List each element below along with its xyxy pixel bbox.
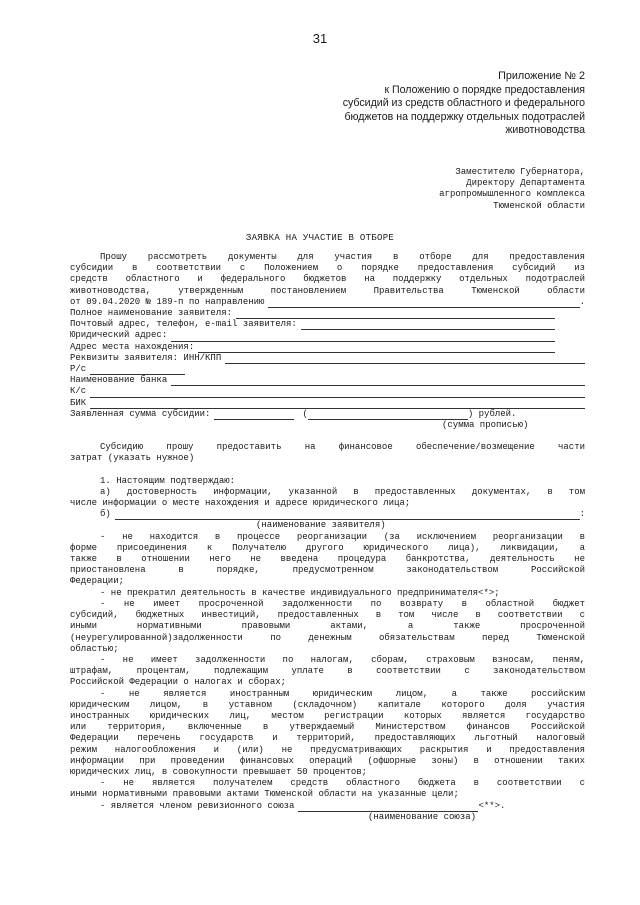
field-label: Адрес места нахождения:	[70, 341, 195, 352]
addressee-block	[325, 167, 585, 212]
corr-account-field[interactable]	[90, 389, 585, 398]
field-label: Р/с	[70, 364, 87, 375]
condition-line: субсидий, бюджетных инвестиций, предоставленных в том числе в соответствии с	[70, 610, 585, 621]
location-field[interactable]	[198, 344, 555, 353]
confirm-a-line: а) достоверность информации, указанной в предоставленных документах, в том	[100, 486, 585, 497]
inn-kpp-field[interactable]	[225, 355, 585, 364]
union-name-field[interactable]	[298, 803, 478, 812]
condition-line: - не находится в процессе реорганизации (за исключением реорганизации в	[100, 531, 585, 542]
field-label: Заявленная сумма субсидии:	[70, 408, 211, 419]
condition-line: - не прекратил деятельность в качестве индивидуального предпринимателя<*>;	[100, 587, 500, 598]
field-label: К/с	[70, 386, 87, 397]
direction-field[interactable]	[268, 299, 579, 308]
field-label: Юридический адрес:	[70, 330, 168, 341]
bank-field[interactable]	[171, 377, 585, 386]
field-label: БИК	[70, 397, 87, 408]
appendix-title: Приложение № 2	[498, 70, 585, 82]
condition-line: информации при проведении финансовых операций (офшорные зоны) в отношении таких	[70, 755, 585, 766]
purpose-line: затрат (указать нужное)	[70, 453, 195, 464]
postal-field[interactable]	[301, 321, 555, 330]
intro-line: животноводства, утвержденным постановлением Правительства Тюменской области	[70, 285, 585, 296]
appendix-line: бюджетов на поддержку отдельных подотраслей	[344, 110, 585, 123]
amount-hint: (сумма прописью)	[442, 420, 529, 431]
condition-line: областью;	[70, 643, 119, 654]
field-row	[70, 319, 585, 330]
footnote-mark: <**>.	[478, 800, 506, 811]
document-title: ЗАЯВКА НА УЧАСТИЕ В ОТБОРЕ	[245, 233, 395, 243]
condition-line: или территория, включенные в утверждаемый Министерством финансов Российской	[70, 722, 585, 733]
addressee-line: агропромышленного комплекса	[439, 189, 585, 200]
condition-line: юридическим лицом, в уставном (складочном) капитале которого доля участия	[70, 699, 585, 710]
condition-line: штрафам, процентам, подлежащим уплате в соответствии с законодательством	[70, 666, 585, 677]
condition-line: юридических лиц, в совокупности превышает 50 процентов;	[70, 766, 368, 777]
condition-line: иностранных юридических лиц, местом регистрации которых является государство	[70, 710, 585, 721]
direction-row	[70, 297, 585, 308]
confirm-a-line: числе информации о месте нахождения и адресе юридического лица;	[70, 498, 411, 509]
field-label: Почтовый адрес, телефон, e-mail заявителя:	[70, 319, 297, 330]
field-row	[70, 342, 585, 353]
field-row	[70, 308, 585, 319]
intro-line: от 09.04.2020 № 189-п по направлению	[70, 296, 265, 307]
colon: :	[579, 509, 585, 520]
page-number: 31	[312, 31, 328, 46]
confirm-heading: 1. Настоящим подтверждаю:	[100, 475, 236, 486]
condition-line: - не имеет просроченной задолженности по возврату в областной бюджет	[100, 598, 585, 609]
condition-line: Российской Федерации о налогах и сборах;	[70, 677, 287, 688]
appendix-line: субсидий из средств областного и федерального	[342, 97, 585, 109]
union-hint: (наименование союза)	[368, 811, 477, 822]
condition-line: - не является иностранным юридическим лицом, а также российским	[100, 688, 585, 699]
appendix-header	[285, 70, 585, 138]
paren-open: (	[302, 408, 308, 419]
applicant-hint: (наименование заявителя)	[256, 520, 386, 531]
addressee-line: Заместителю Губернатора,	[455, 167, 585, 177]
addressee-line: Директору Департамента	[466, 178, 585, 189]
period: .	[579, 296, 585, 307]
field-label: Наименование банка	[70, 375, 168, 386]
account-field[interactable]	[90, 366, 185, 375]
condition-line: Федерации перечень государств и территорий, предоставляющих льготный налоговый	[70, 733, 585, 744]
addressee-line: Тюменской области	[493, 200, 585, 211]
field-row	[70, 386, 585, 397]
field-row	[70, 353, 585, 364]
field-label: Полное наименование заявителя:	[70, 308, 233, 319]
field-row	[70, 330, 585, 341]
field-label: Реквизиты заявителя: ИНН/КПП	[70, 352, 222, 363]
condition-line: Федерации;	[70, 576, 125, 587]
full-name-field[interactable]	[236, 310, 555, 319]
amount-words-field[interactable]	[308, 411, 468, 420]
paren-close: ) рублей.	[467, 408, 517, 419]
union-row	[70, 801, 585, 812]
intro-line: средств областного и федерального бюджетов на поддержку отдельных подотраслей	[70, 274, 585, 285]
condition-line: - не имеет задолженности по налогам, сборам, страховым взносам, пеням,	[100, 654, 585, 665]
condition-line: (неурегулированной)задолженности по денежным обязательствам перед Тюменской	[70, 632, 585, 643]
amount-number-field[interactable]	[214, 411, 294, 420]
condition-line: - не является получателем средств областного бюджета в соответствии с	[100, 778, 585, 789]
condition-line: режим налогообложения и (или) не предусматривающих раскрытия и предоставления	[70, 744, 585, 755]
confirm-b-label: б)	[100, 509, 111, 520]
applicant-name-field[interactable]	[115, 511, 580, 520]
condition-line: - является членом ревизионного союза	[100, 800, 295, 811]
appendix-line: к Положению о порядке предоставления	[384, 83, 585, 96]
condition-line: иными нормативными правовыми актами Тюменской области на указанные цели;	[70, 789, 459, 800]
application-body	[70, 252, 585, 823]
purpose-line: Субсидию прошу предоставить на финансовое обеспечение/возмещение части	[100, 442, 585, 453]
field-row	[70, 364, 585, 375]
field-row	[70, 375, 585, 386]
condition-line: форме присоединения к Получателю другого юридического лица), ликвидации, а	[70, 542, 585, 553]
field-row	[70, 398, 585, 409]
intro-line: субсидии в соответствии с Положением о порядке предоставления субсидий из	[70, 263, 585, 274]
legal-address-field[interactable]	[171, 333, 555, 342]
amount-row	[70, 409, 585, 420]
condition-line: приостановлена в порядке, предусмотренном законодательством Российской	[70, 565, 585, 576]
intro-line: Прошу рассмотреть документы для участия в отборе для предоставления	[100, 252, 585, 262]
condition-line: также в отношении него не введена процедура банкротства, деятельность не	[70, 554, 585, 565]
bik-field[interactable]	[90, 400, 585, 409]
confirm-b-row	[70, 509, 585, 520]
condition-line: иными нормативными правовыми актами, а также просроченной	[70, 621, 585, 632]
appendix-line: животноводства	[505, 124, 585, 136]
